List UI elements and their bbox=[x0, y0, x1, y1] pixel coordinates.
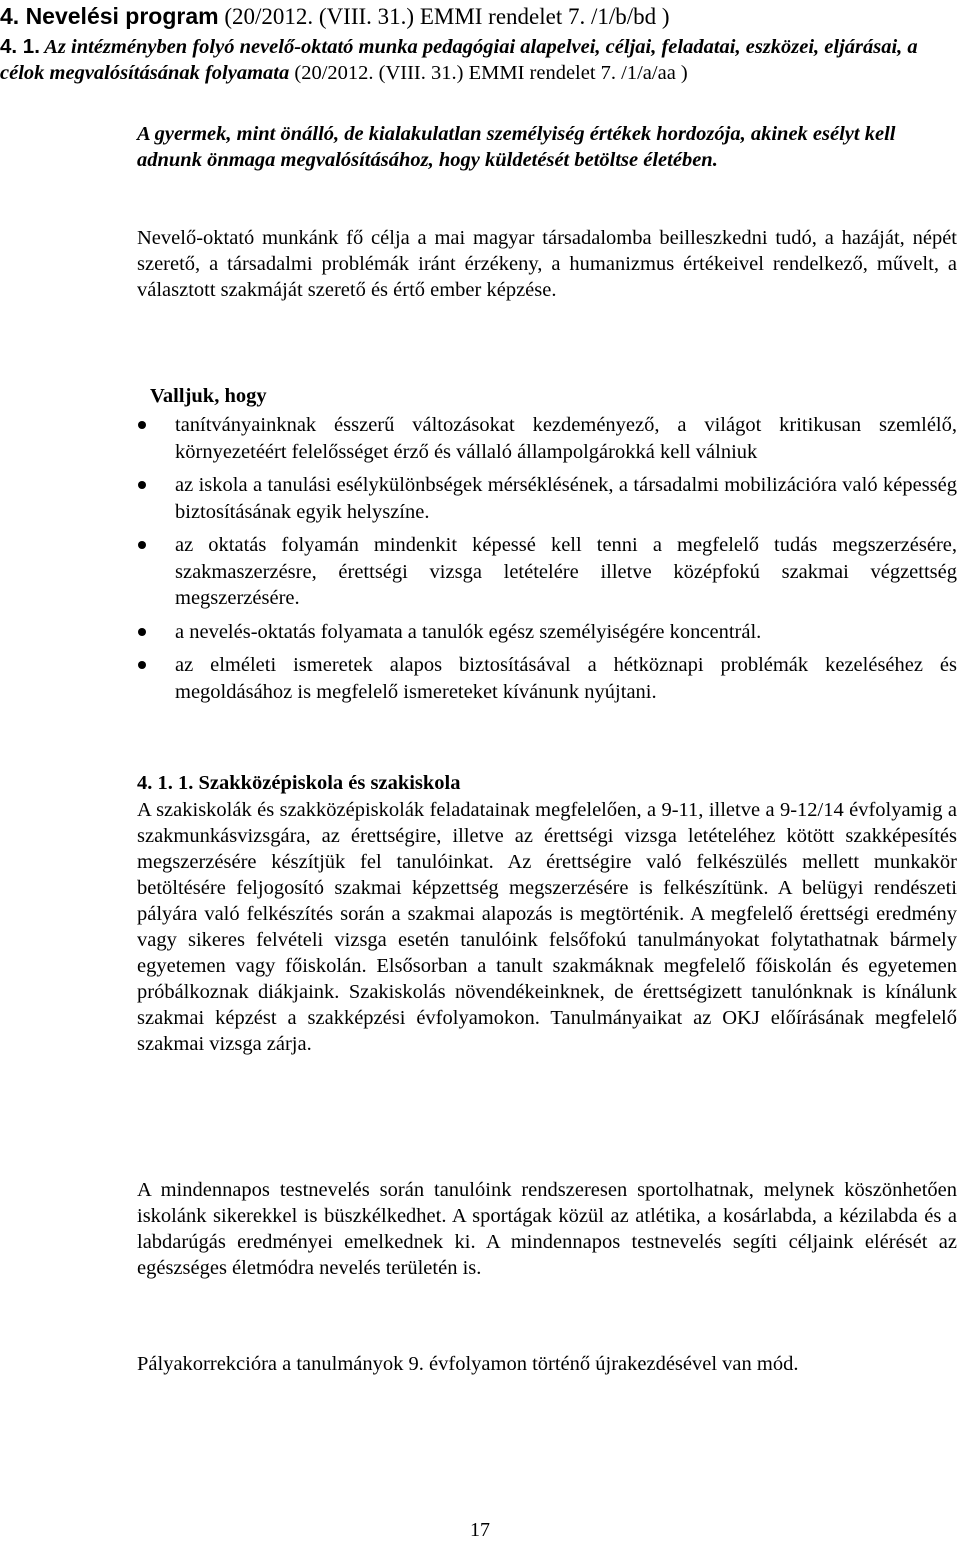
bullet-icon bbox=[138, 661, 146, 669]
chapter-reference: (20/2012. (VIII. 31.) EMMI rendelet 7. /1/b/bd ) bbox=[218, 4, 670, 29]
bullet-icon bbox=[138, 421, 146, 429]
subsection-title: 4. 1. 1. Szakközépiskola és szakiskola bbox=[137, 772, 461, 794]
belief-text: az iskola a tanulási esélykülönbségek mérséklésének, a társadalmi mobilizációra való képesség biztosításának egyik helyszíne. bbox=[175, 474, 957, 523]
section-number: 4. 1. bbox=[0, 35, 40, 58]
belief-item bbox=[137, 532, 957, 612]
belief-text: az oktatás folyamán mindenkit képessé kell tenni a megfelelő tudás megszerzésére, szakmaszerzésre, érettségi vizsga letételére illetve középfokú szakmai végzettség megszerzésére. bbox=[175, 534, 957, 609]
section-reference: (20/2012. (VIII. 31.) EMMI rendelet 7. /1/a/aa ) bbox=[289, 62, 688, 84]
beliefs-list bbox=[137, 412, 957, 712]
belief-item bbox=[137, 652, 957, 705]
chapter-heading bbox=[0, 2, 670, 31]
sports-paragraph: A mindennapos testnevelés során tanulóink rendszeresen sportolhatnak, melynek köszönhetően iskolánk sikerekkel is büszkélkedhet. A sportágak közül az atlétika, a kosárlabda, a kézilabda és a labdarúgás eredményei emelkednek ki. A mindennapos testnevelés segíti céljaink elérését az egészséges életmódra nevelés területén is. bbox=[137, 1179, 957, 1279]
belief-text: a nevelés-oktatás folyamata a tanulók egész személyiségére koncentrál. bbox=[175, 620, 762, 643]
bullet-icon bbox=[138, 628, 146, 636]
subsection-paragraph: A szakiskolák és szakközépiskolák feladatainak megfelelően, a 9-11, illetve a 9-12/14 évfolyamig a szakmunkásvizsgára, az érettségire, illetve az érettségi vizsga letételéhez kötött szakképesítés megszerzésére készítjük fel tanulóinkat. Az érettségire való felkészülés mellett munkakör betöltésére feljogosító szakmai képzettség megszerzésére is felkészítünk. A belügyi rendészeti pályára való felkészítés során a szakmai alapozás is megtörténik. A megfelelő érettségi eredmény vagy sikeres felvételi vizsga esetén tanulóink felsőfokú tanulmányokat folytathatnak bármely egyetemen vagy főiskolán. Elsősorban a tanult szakmáknak megfelelő főiskolán és egyetemen próbálkoznak diákjaink. Szakiskolás növendékeinknek, de érettségizett tanulónknak is kínálunk szakmai képzést a szakképzési évfolyamokon. Tanulmányaikat az OKJ előírásának megfelelő szakmai vizsga zárja. bbox=[137, 799, 957, 1055]
chapter-title: 4. Nevelési program bbox=[0, 3, 219, 29]
bullet-icon bbox=[138, 481, 146, 489]
belief-item bbox=[137, 472, 957, 525]
section-heading bbox=[0, 34, 958, 86]
valljuk-label: Valljuk, hogy bbox=[150, 385, 267, 407]
bullet-icon bbox=[138, 541, 146, 549]
page-number: 17 bbox=[470, 1519, 490, 1541]
belief-item bbox=[137, 412, 957, 465]
motto-text: A gyermek, mint önálló, de kialakulatlan személyiség értékek hordozója, akinek esélyt kell adnunk önmaga megvalósításához, hogy küldetését betöltse életében. bbox=[137, 123, 896, 171]
section-title: Az intézményben folyó nevelő-oktató munka pedagógiai alapelvei, céljai, feladatai, eszközei, eljárásai, a célok megvalósításának folyamata bbox=[0, 36, 918, 84]
correction-paragraph: Pályakorrekcióra a tanulmányok 9. évfolyamon történő újrakezdésével van mód. bbox=[137, 1353, 799, 1375]
belief-text: tanítványainknak ésszerű változásokat kezdeményező, a világot kritikusan szemlélő, környezetéért felelősséget érző és vállaló állampolgárokká kell válniuk bbox=[175, 414, 957, 463]
belief-item bbox=[137, 619, 957, 646]
intro-paragraph: Nevelő-oktató munkánk fő célja a mai magyar társadalomba beilleszkedni tudó, a hazáját, népét szerető, a társadalmi problémák iránt érzékeny, a humanizmus értékeivel rendelkező, művelt, a választott szakmáját szerető és értő ember képzése. bbox=[137, 227, 957, 301]
belief-text: az elméleti ismeretek alapos biztosításával a hétköznapi problémák kezeléséhez és megoldásához is megfelelő ismereteket kívánunk nyújtani. bbox=[175, 654, 957, 703]
